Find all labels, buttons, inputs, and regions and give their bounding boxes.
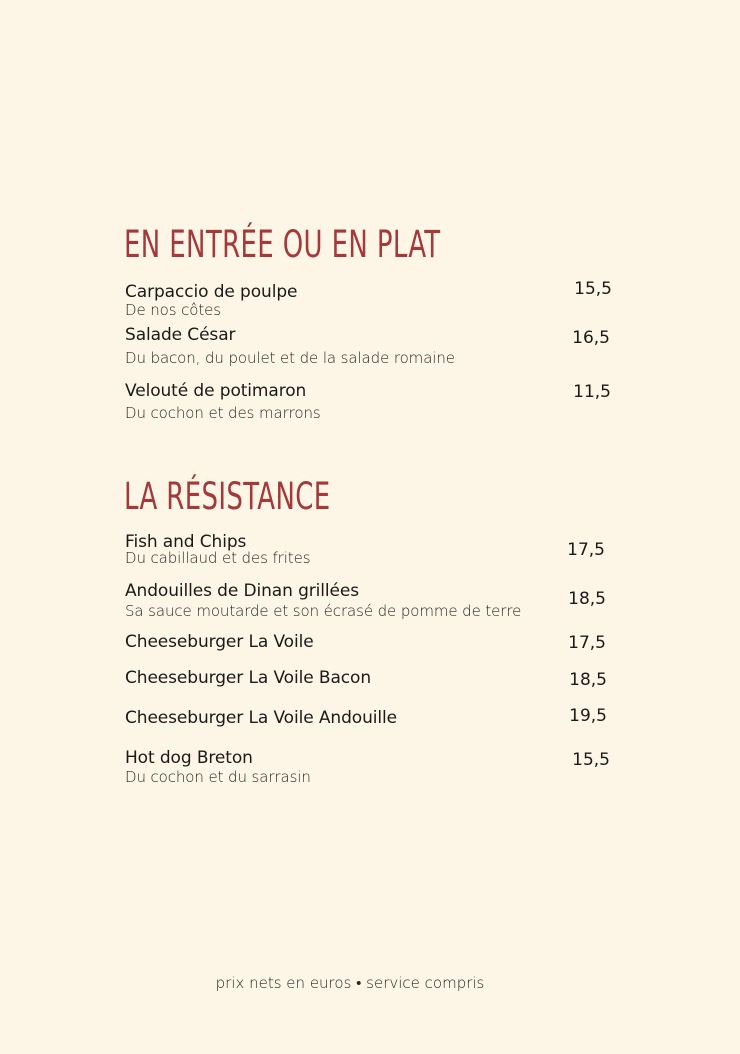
menu-item-price: 17,5 [567,540,605,560]
menu-item-price: 17,5 [568,633,606,653]
menu-item-name: Fish and Chips [125,532,247,552]
menu-item-price: 15,5 [572,750,610,770]
menu-item-name: Hot dog Breton [125,748,253,768]
menu-item-description: Du cochon et du sarrasin [125,768,311,786]
menu-item-price: 19,5 [569,706,607,726]
menu-item-name: Andouilles de Dinan grillées [125,581,360,601]
menu-item-price: 11,5 [573,382,611,402]
menu-item-name: Cheeseburger La Voile [125,632,314,652]
menu-item-name: Cheeseburger La Voile Andouille [125,708,397,728]
section-title-entree: EN ENTRÉE OU EN PLAT [124,223,441,266]
menu-item-description: Du cabillaud et des frites [125,549,311,567]
menu-item-name: Salade César [125,325,236,345]
menu-item-description: De nos côtes [125,301,221,319]
menu-item-price: 15,5 [574,279,612,299]
section-title-resistance: LA RÉSISTANCE [124,475,331,518]
menu-item-name: Carpaccio de poulpe [125,282,298,302]
footer-note: prix nets en euros • service compris [215,974,485,992]
menu-item-price: 18,5 [569,670,607,690]
menu-item-price: 18,5 [568,589,606,609]
menu-item-name: Velouté de potimaron [125,381,307,401]
menu-item-description: Du bacon, du poulet et de la salade romaine [125,349,455,367]
menu-item-description: Du cochon et des marrons [125,404,321,422]
menu-item-description: Sa sauce moutarde et son écrasé de pomme de terre [125,602,522,620]
menu-item-name: Cheeseburger La Voile Bacon [125,668,371,688]
menu-item-price: 16,5 [572,328,610,348]
